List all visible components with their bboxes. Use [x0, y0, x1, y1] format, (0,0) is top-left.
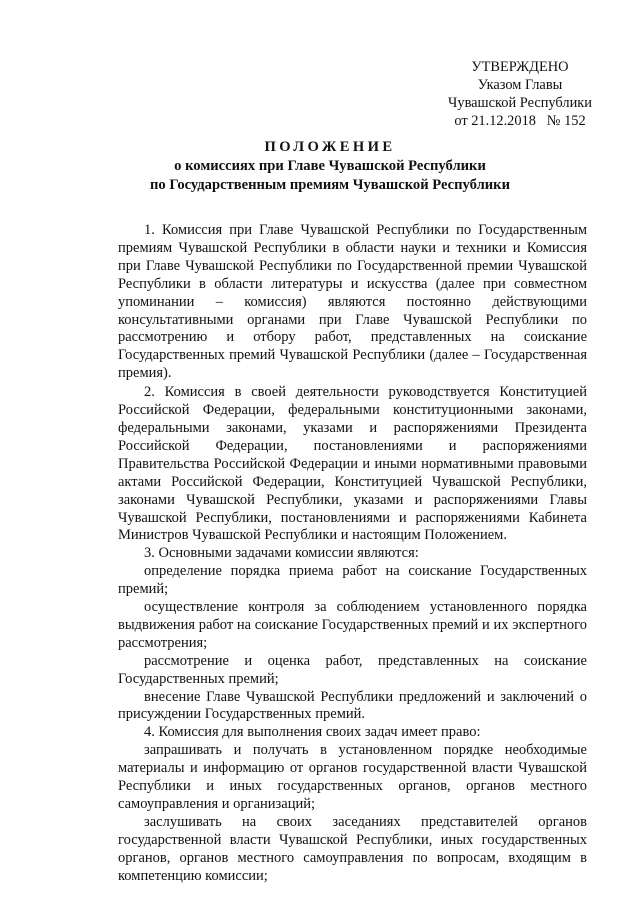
- approval-date-number: от 21.12.2018 № 152: [454, 113, 586, 129]
- approval-issuer: Указом Главы: [477, 77, 563, 93]
- document-title: [60, 138, 600, 195]
- approval-region: Чувашской Республики: [448, 95, 592, 111]
- paragraph-4: 4. Комиссия для выполнения своих задач имеет право:: [144, 724, 481, 741]
- task-item-3: рассмотрение и оценка работ, представленных на соискание Государственных премий;: [118, 652, 587, 687]
- paragraph-1: 1. Комиссия при Главе Чувашской Республики по Государственным премиям Чувашской Республики в области науки и техники и Комиссия при Главе Чувашской Республики по Государственной премии Чувашской Республики в области литературы и искусства (далее при совместном упоминании – комиссия) являются постоянно действующими консультативными органами при Главе Чувашской Республики по рассмотрению и отбору работ, представленных на соискание Государственных премий Чувашской Республики (далее – Государственная премия).: [118, 222, 587, 382]
- approval-stamp: [420, 58, 620, 130]
- right-item-1: запрашивать и получать в установленном порядке необходимые материалы и информацию от органов государственной власти Чувашской Республики и иных государственных органов, органов местного самоуправления и организаций;: [118, 742, 587, 812]
- paragraph-3: 3. Основными задачами комиссии являются:: [144, 545, 419, 562]
- task-item-2: осуществление контроля за соблюдением установленного порядка выдвижения работ на соискание Государственных премий и их экспертного рассмотрения;: [118, 599, 587, 651]
- task-item-1: определение порядка приема работ на соискание Государственных премий;: [118, 563, 587, 598]
- right-item-2: заслушивать на своих заседаниях представителей органов государственной власти Чувашской Республики, иных государственных органов, органов местного самоуправления по вопросам, входящим в компетенцию комиссии;: [118, 813, 587, 884]
- document-heading: ПОЛОЖЕНИЕ: [264, 139, 396, 155]
- document-subtitle-line-1: о комиссиях при Главе Чувашской Республики: [174, 158, 486, 174]
- task-item-4: внесение Главе Чувашской Республики предложений и заключений о присуждении Государственных премий.: [118, 688, 587, 723]
- document-body: [118, 222, 587, 886]
- document-subtitle-line-2: по Государственным премиям Чувашской Республики: [149, 177, 511, 193]
- paragraph-2: 2. Комиссия в своей деятельности руководствуется Конституцией Российской Федерации, федеральными конституционными законами, федеральными законами, указами и распоряжениями Президента Российской Федерации, постановлениями и распоряжениями Правительства Российской Федерации и иными нормативными правовыми актами Российской Федерации, Конституцией Чувашской Республики, законами Чувашской Республики, указами и распоряжениями Главы Чувашской Республики, постановлениями и распоряжениями Кабинета Министров Чувашской Республики и настоящим Положением.: [118, 384, 587, 544]
- approval-status: УТВЕРЖДЕНО: [471, 59, 569, 75]
